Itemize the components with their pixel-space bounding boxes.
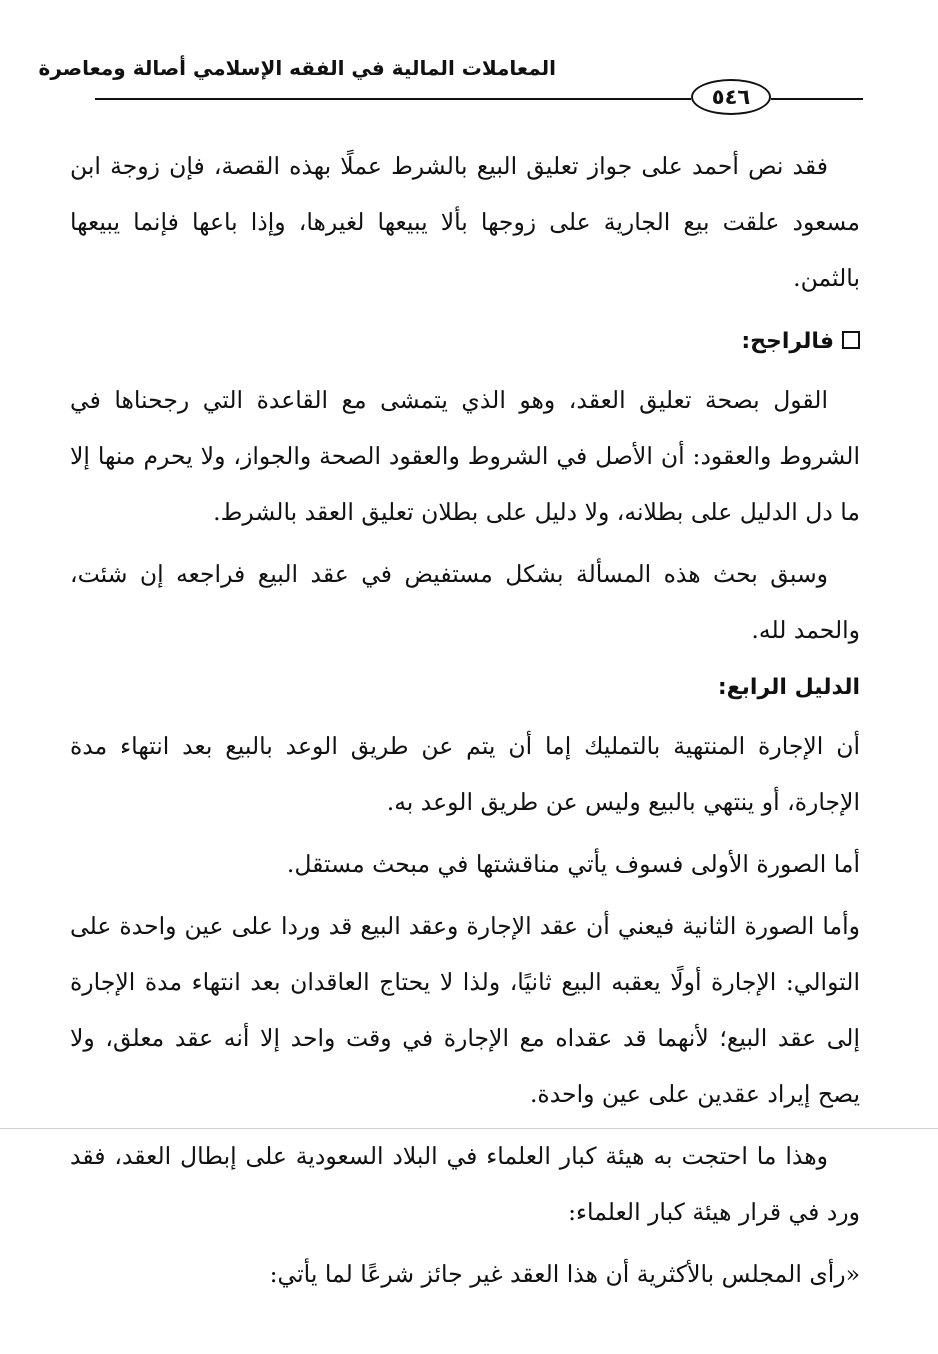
quote-paragraph: «رأى المجلس بالأكثرية أن هذا العقد غير جائز شرعًا لما يأتي:: [269, 1260, 860, 1288]
paragraph: القول بصحة تعليق العقد، وهو الذي يتمشى مع القاعدة التي رجحناها في الشروط والعقود: أن الأصل في الشروط والعقود الصحة والجواز، ولا يحرم منها إلا ما دل الدليل على بطلانه، ولا دليل على بطلان تعليق العقد بالشرط.: [70, 386, 860, 526]
heading-text: فالراجح:: [741, 329, 834, 354]
section-heading: الدليل الرابع:: [717, 675, 860, 700]
paragraph: وهذا ما احتجت به هيئة كبار العلماء في البلاد السعودية على إبطال العقد، فقد ورد في قرار هيئة كبار العلماء:: [70, 1142, 860, 1226]
paragraph: فقد نص أحمد على جواز تعليق البيع بالشرط عملًا بهذه القصة، فإن زوجة ابن مسعود علقت بيع الجارية على زوجها بألا يبيعها لغيرها، وإذا باعها فإنما يبيعها بالثمن.: [70, 152, 860, 292]
page-body: [70, 138, 860, 1302]
square-bullet-icon: [842, 331, 860, 349]
paragraph: أن الإجارة المنتهية بالتمليك إما أن يتم عن طريق الوعد بالبيع بعد انتهاء مدة الإجارة، أو ينتهي بالبيع وليس عن طريق الوعد به.: [70, 732, 860, 816]
running-head-title: المعاملات المالية في الفقه الإسلامي أصالة ومعاصرة: [38, 56, 556, 80]
section-heading: [70, 312, 860, 372]
paragraph: وأما الصورة الثانية فيعني أن عقد الإجارة وعقد البيع قد وردا على عين واحدة على التوالي: الإجارة أولًا يعقبه البيع ثانيًا، ولذا لا يحتاج العاقدان بعد انتهاء مدة الإجارة إلى عقد البيع؛ لأنهما قد عقداه مع الإجارة في وقت واحد إلا أنه عقد معلق، ولا يصح إيراد عقدين على عين واحدة.: [70, 912, 860, 1108]
page-number: ٥٤٦: [691, 79, 771, 115]
paragraph: أما الصورة الأولى فسوف يأتي مناقشتها في مبحث مستقل.: [286, 850, 860, 878]
header-rule-right: [771, 98, 863, 100]
header-rule-left: [95, 98, 691, 100]
paragraph: وسبق بحث هذه المسألة بشكل مستفيض في عقد البيع فراجعه إن شئت، والحمد لله.: [70, 560, 860, 644]
